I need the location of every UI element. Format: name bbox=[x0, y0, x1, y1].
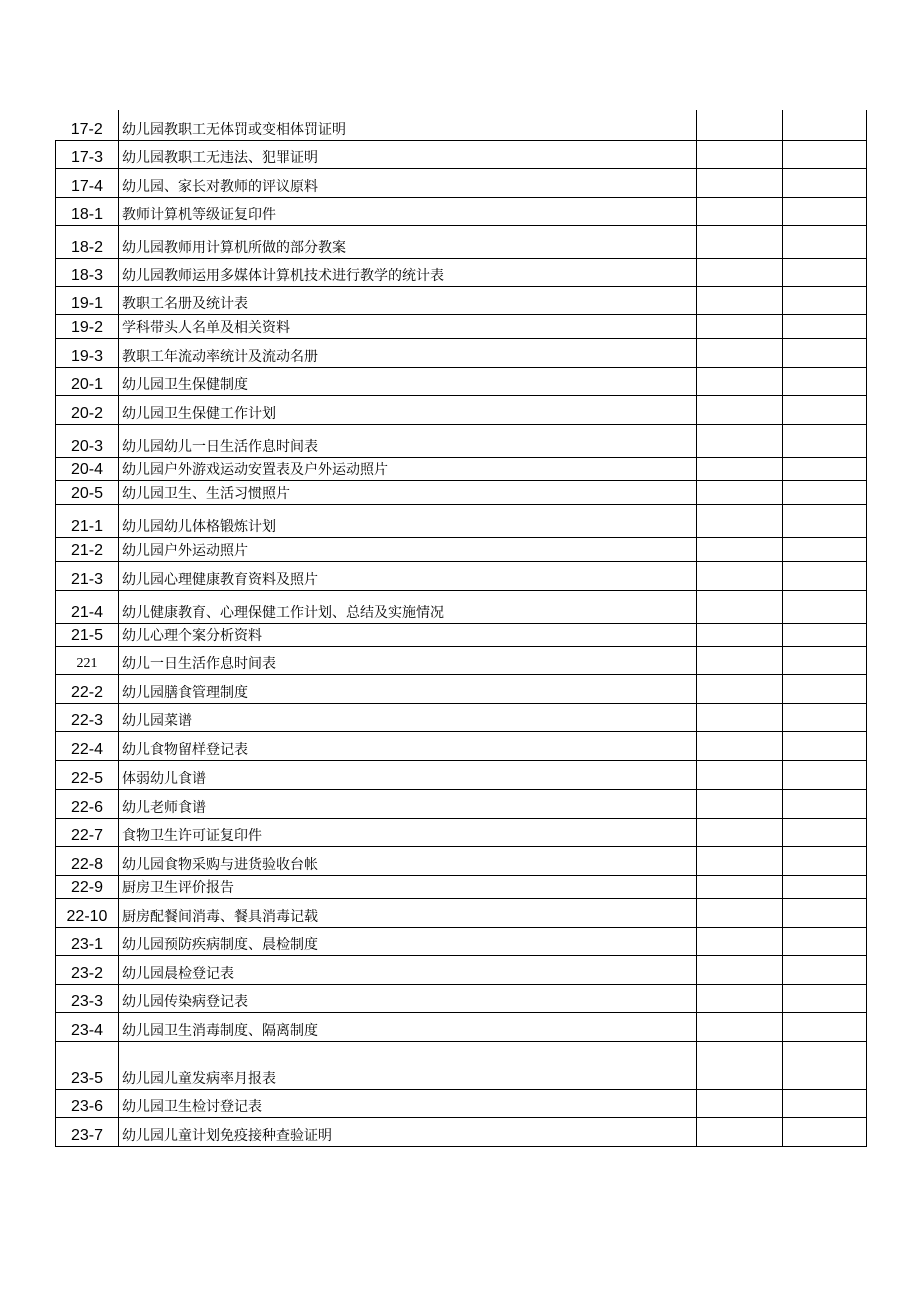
empty-cell bbox=[783, 424, 867, 457]
table-row bbox=[56, 875, 867, 898]
table-row bbox=[56, 424, 867, 457]
item-description: 幼儿园教职工无违法、犯罪证明 bbox=[119, 140, 697, 168]
empty-cell bbox=[783, 623, 867, 646]
item-code: 23-3 bbox=[56, 984, 119, 1012]
empty-cell bbox=[783, 1012, 867, 1041]
item-description: 厨房配餐间消毒、餐具消毒记载 bbox=[119, 898, 697, 927]
table-row bbox=[56, 789, 867, 818]
empty-cell bbox=[697, 110, 783, 140]
empty-cell bbox=[697, 955, 783, 984]
item-description: 教师计算机等级证复印件 bbox=[119, 197, 697, 225]
empty-cell bbox=[697, 338, 783, 367]
empty-cell bbox=[783, 1117, 867, 1146]
table-row bbox=[56, 258, 867, 286]
empty-cell bbox=[697, 395, 783, 424]
item-code: 18-2 bbox=[56, 225, 119, 258]
table-row bbox=[56, 197, 867, 225]
empty-cell bbox=[783, 760, 867, 789]
empty-cell bbox=[697, 537, 783, 561]
empty-cell bbox=[697, 875, 783, 898]
item-description: 幼儿园食物采购与进货验收台帐 bbox=[119, 846, 697, 875]
table-row bbox=[56, 984, 867, 1012]
item-description: 幼儿园传染病登记表 bbox=[119, 984, 697, 1012]
empty-cell bbox=[783, 197, 867, 225]
item-code: 22-6 bbox=[56, 789, 119, 818]
empty-cell bbox=[697, 674, 783, 703]
empty-cell bbox=[697, 367, 783, 395]
item-code: 20-3 bbox=[56, 424, 119, 457]
item-code: 19-3 bbox=[56, 338, 119, 367]
empty-cell bbox=[697, 927, 783, 955]
empty-cell bbox=[697, 480, 783, 504]
item-code: 23-5 bbox=[56, 1041, 119, 1089]
table-row bbox=[56, 674, 867, 703]
item-description: 幼儿园菜谱 bbox=[119, 703, 697, 731]
item-code: 21-3 bbox=[56, 561, 119, 590]
empty-cell bbox=[697, 424, 783, 457]
item-description: 幼儿园卫生检讨登记表 bbox=[119, 1089, 697, 1117]
item-code: 21-4 bbox=[56, 590, 119, 623]
table-row bbox=[56, 1117, 867, 1146]
item-description: 幼儿园卫生保健制度 bbox=[119, 367, 697, 395]
table-row bbox=[56, 225, 867, 258]
empty-cell bbox=[783, 480, 867, 504]
table-row bbox=[56, 590, 867, 623]
empty-cell bbox=[783, 504, 867, 537]
table-row bbox=[56, 314, 867, 338]
empty-cell bbox=[783, 846, 867, 875]
item-description: 幼儿园教师用计算机所做的部分教案 bbox=[119, 225, 697, 258]
item-description: 幼儿园预防疾病制度、晨检制度 bbox=[119, 927, 697, 955]
empty-cell bbox=[783, 367, 867, 395]
item-description: 幼儿园户外游戏运动安置表及户外运动照片 bbox=[119, 457, 697, 480]
table-row bbox=[56, 504, 867, 537]
empty-cell bbox=[783, 561, 867, 590]
item-description: 幼儿园儿童计划免疫接种查验证明 bbox=[119, 1117, 697, 1146]
item-description: 学科带头人名单及相关资料 bbox=[119, 314, 697, 338]
item-code: 22-2 bbox=[56, 674, 119, 703]
empty-cell bbox=[697, 1089, 783, 1117]
empty-cell bbox=[783, 1089, 867, 1117]
item-description: 幼儿园户外运动照片 bbox=[119, 537, 697, 561]
empty-cell bbox=[697, 846, 783, 875]
empty-cell bbox=[783, 590, 867, 623]
table-row bbox=[56, 338, 867, 367]
item-code: 17-4 bbox=[56, 168, 119, 197]
item-code: 21-2 bbox=[56, 537, 119, 561]
item-code: 19-1 bbox=[56, 286, 119, 314]
item-code: 19-2 bbox=[56, 314, 119, 338]
item-description: 幼儿园心理健康教育资料及照片 bbox=[119, 561, 697, 590]
empty-cell bbox=[783, 1041, 867, 1089]
table-row bbox=[56, 561, 867, 590]
empty-cell bbox=[697, 457, 783, 480]
table-row bbox=[56, 1012, 867, 1041]
table-row bbox=[56, 140, 867, 168]
table-row bbox=[56, 1089, 867, 1117]
item-description: 教职工名册及统计表 bbox=[119, 286, 697, 314]
empty-cell bbox=[783, 703, 867, 731]
item-code: 18-1 bbox=[56, 197, 119, 225]
item-description: 幼儿园晨检登记表 bbox=[119, 955, 697, 984]
table-row bbox=[56, 110, 867, 140]
item-code: 22-3 bbox=[56, 703, 119, 731]
table-row bbox=[56, 927, 867, 955]
item-code: 23-6 bbox=[56, 1089, 119, 1117]
item-description: 幼儿健康教育、心理保健工作计划、总结及实施情况 bbox=[119, 590, 697, 623]
empty-cell bbox=[697, 197, 783, 225]
empty-cell bbox=[697, 760, 783, 789]
empty-cell bbox=[783, 286, 867, 314]
empty-cell bbox=[783, 457, 867, 480]
item-description: 幼儿园儿童发病率月报表 bbox=[119, 1041, 697, 1089]
item-description: 厨房卫生评价报告 bbox=[119, 875, 697, 898]
table-row bbox=[56, 760, 867, 789]
empty-cell bbox=[697, 789, 783, 818]
table-row bbox=[56, 286, 867, 314]
item-code: 22-9 bbox=[56, 875, 119, 898]
document-table bbox=[55, 110, 867, 1147]
item-description: 幼儿园膳食管理制度 bbox=[119, 674, 697, 703]
table-row bbox=[56, 1041, 867, 1089]
empty-cell bbox=[783, 110, 867, 140]
table-row bbox=[56, 457, 867, 480]
empty-cell bbox=[783, 875, 867, 898]
item-description: 幼儿一日生活作息时间表 bbox=[119, 646, 697, 674]
item-code: 17-2 bbox=[56, 110, 119, 140]
item-code: 18-3 bbox=[56, 258, 119, 286]
item-description: 幼儿园、家长对教师的评议原料 bbox=[119, 168, 697, 197]
item-code: 22-7 bbox=[56, 818, 119, 846]
table-row bbox=[56, 898, 867, 927]
empty-cell bbox=[697, 286, 783, 314]
item-code: 21-1 bbox=[56, 504, 119, 537]
table-row bbox=[56, 818, 867, 846]
empty-cell bbox=[697, 984, 783, 1012]
empty-cell bbox=[783, 674, 867, 703]
empty-cell bbox=[783, 314, 867, 338]
empty-cell bbox=[783, 731, 867, 760]
empty-cell bbox=[697, 314, 783, 338]
empty-cell bbox=[697, 258, 783, 286]
item-description: 幼儿园卫生、生活习惯照片 bbox=[119, 480, 697, 504]
empty-cell bbox=[697, 561, 783, 590]
empty-cell bbox=[783, 537, 867, 561]
item-code: 221 bbox=[56, 646, 119, 674]
item-description: 幼儿园卫生消毒制度、隔离制度 bbox=[119, 1012, 697, 1041]
item-code: 17-3 bbox=[56, 140, 119, 168]
empty-cell bbox=[697, 1012, 783, 1041]
table-row bbox=[56, 646, 867, 674]
table-row bbox=[56, 955, 867, 984]
empty-cell bbox=[697, 225, 783, 258]
empty-cell bbox=[783, 338, 867, 367]
empty-cell bbox=[783, 395, 867, 424]
item-description: 幼儿园卫生保健工作计划 bbox=[119, 395, 697, 424]
empty-cell bbox=[783, 140, 867, 168]
empty-cell bbox=[783, 955, 867, 984]
table-row bbox=[56, 846, 867, 875]
empty-cell bbox=[697, 818, 783, 846]
table-row bbox=[56, 623, 867, 646]
table-body bbox=[56, 110, 867, 1146]
empty-cell bbox=[697, 590, 783, 623]
table-row bbox=[56, 168, 867, 197]
empty-cell bbox=[697, 140, 783, 168]
table-row bbox=[56, 703, 867, 731]
item-description: 幼儿园教师运用多媒体计算机技术进行教学的统计表 bbox=[119, 258, 697, 286]
empty-cell bbox=[783, 984, 867, 1012]
item-code: 20-1 bbox=[56, 367, 119, 395]
table-row bbox=[56, 395, 867, 424]
empty-cell bbox=[783, 818, 867, 846]
empty-cell bbox=[697, 646, 783, 674]
empty-cell bbox=[697, 623, 783, 646]
empty-cell bbox=[697, 731, 783, 760]
item-code: 22-5 bbox=[56, 760, 119, 789]
empty-cell bbox=[697, 1117, 783, 1146]
item-code: 23-1 bbox=[56, 927, 119, 955]
item-code: 23-2 bbox=[56, 955, 119, 984]
item-code: 22-10 bbox=[56, 898, 119, 927]
item-description: 幼儿园幼儿一日生活作息时间表 bbox=[119, 424, 697, 457]
table-row bbox=[56, 367, 867, 395]
empty-cell bbox=[783, 225, 867, 258]
empty-cell bbox=[783, 258, 867, 286]
item-description: 体弱幼儿食谱 bbox=[119, 760, 697, 789]
item-code: 22-8 bbox=[56, 846, 119, 875]
empty-cell bbox=[783, 646, 867, 674]
empty-cell bbox=[697, 1041, 783, 1089]
empty-cell bbox=[783, 789, 867, 818]
table-row bbox=[56, 731, 867, 760]
item-code: 22-4 bbox=[56, 731, 119, 760]
item-description: 幼儿园幼儿体格锻炼计划 bbox=[119, 504, 697, 537]
item-description: 幼儿园教职工无体罚或变相体罚证明 bbox=[119, 110, 697, 140]
item-code: 23-7 bbox=[56, 1117, 119, 1146]
empty-cell bbox=[783, 927, 867, 955]
empty-cell bbox=[697, 703, 783, 731]
empty-cell bbox=[783, 168, 867, 197]
item-description: 教职工年流动率统计及流动名册 bbox=[119, 338, 697, 367]
item-description: 幼儿老师食谱 bbox=[119, 789, 697, 818]
table-row bbox=[56, 480, 867, 504]
empty-cell bbox=[697, 168, 783, 197]
item-code: 20-2 bbox=[56, 395, 119, 424]
empty-cell bbox=[697, 898, 783, 927]
empty-cell bbox=[697, 504, 783, 537]
item-code: 23-4 bbox=[56, 1012, 119, 1041]
empty-cell bbox=[783, 898, 867, 927]
item-code: 20-5 bbox=[56, 480, 119, 504]
item-description: 食物卫生许可证复印件 bbox=[119, 818, 697, 846]
item-description: 幼儿食物留样登记表 bbox=[119, 731, 697, 760]
item-code: 20-4 bbox=[56, 457, 119, 480]
table-row bbox=[56, 537, 867, 561]
item-code: 21-5 bbox=[56, 623, 119, 646]
item-description: 幼儿心理个案分析资料 bbox=[119, 623, 697, 646]
